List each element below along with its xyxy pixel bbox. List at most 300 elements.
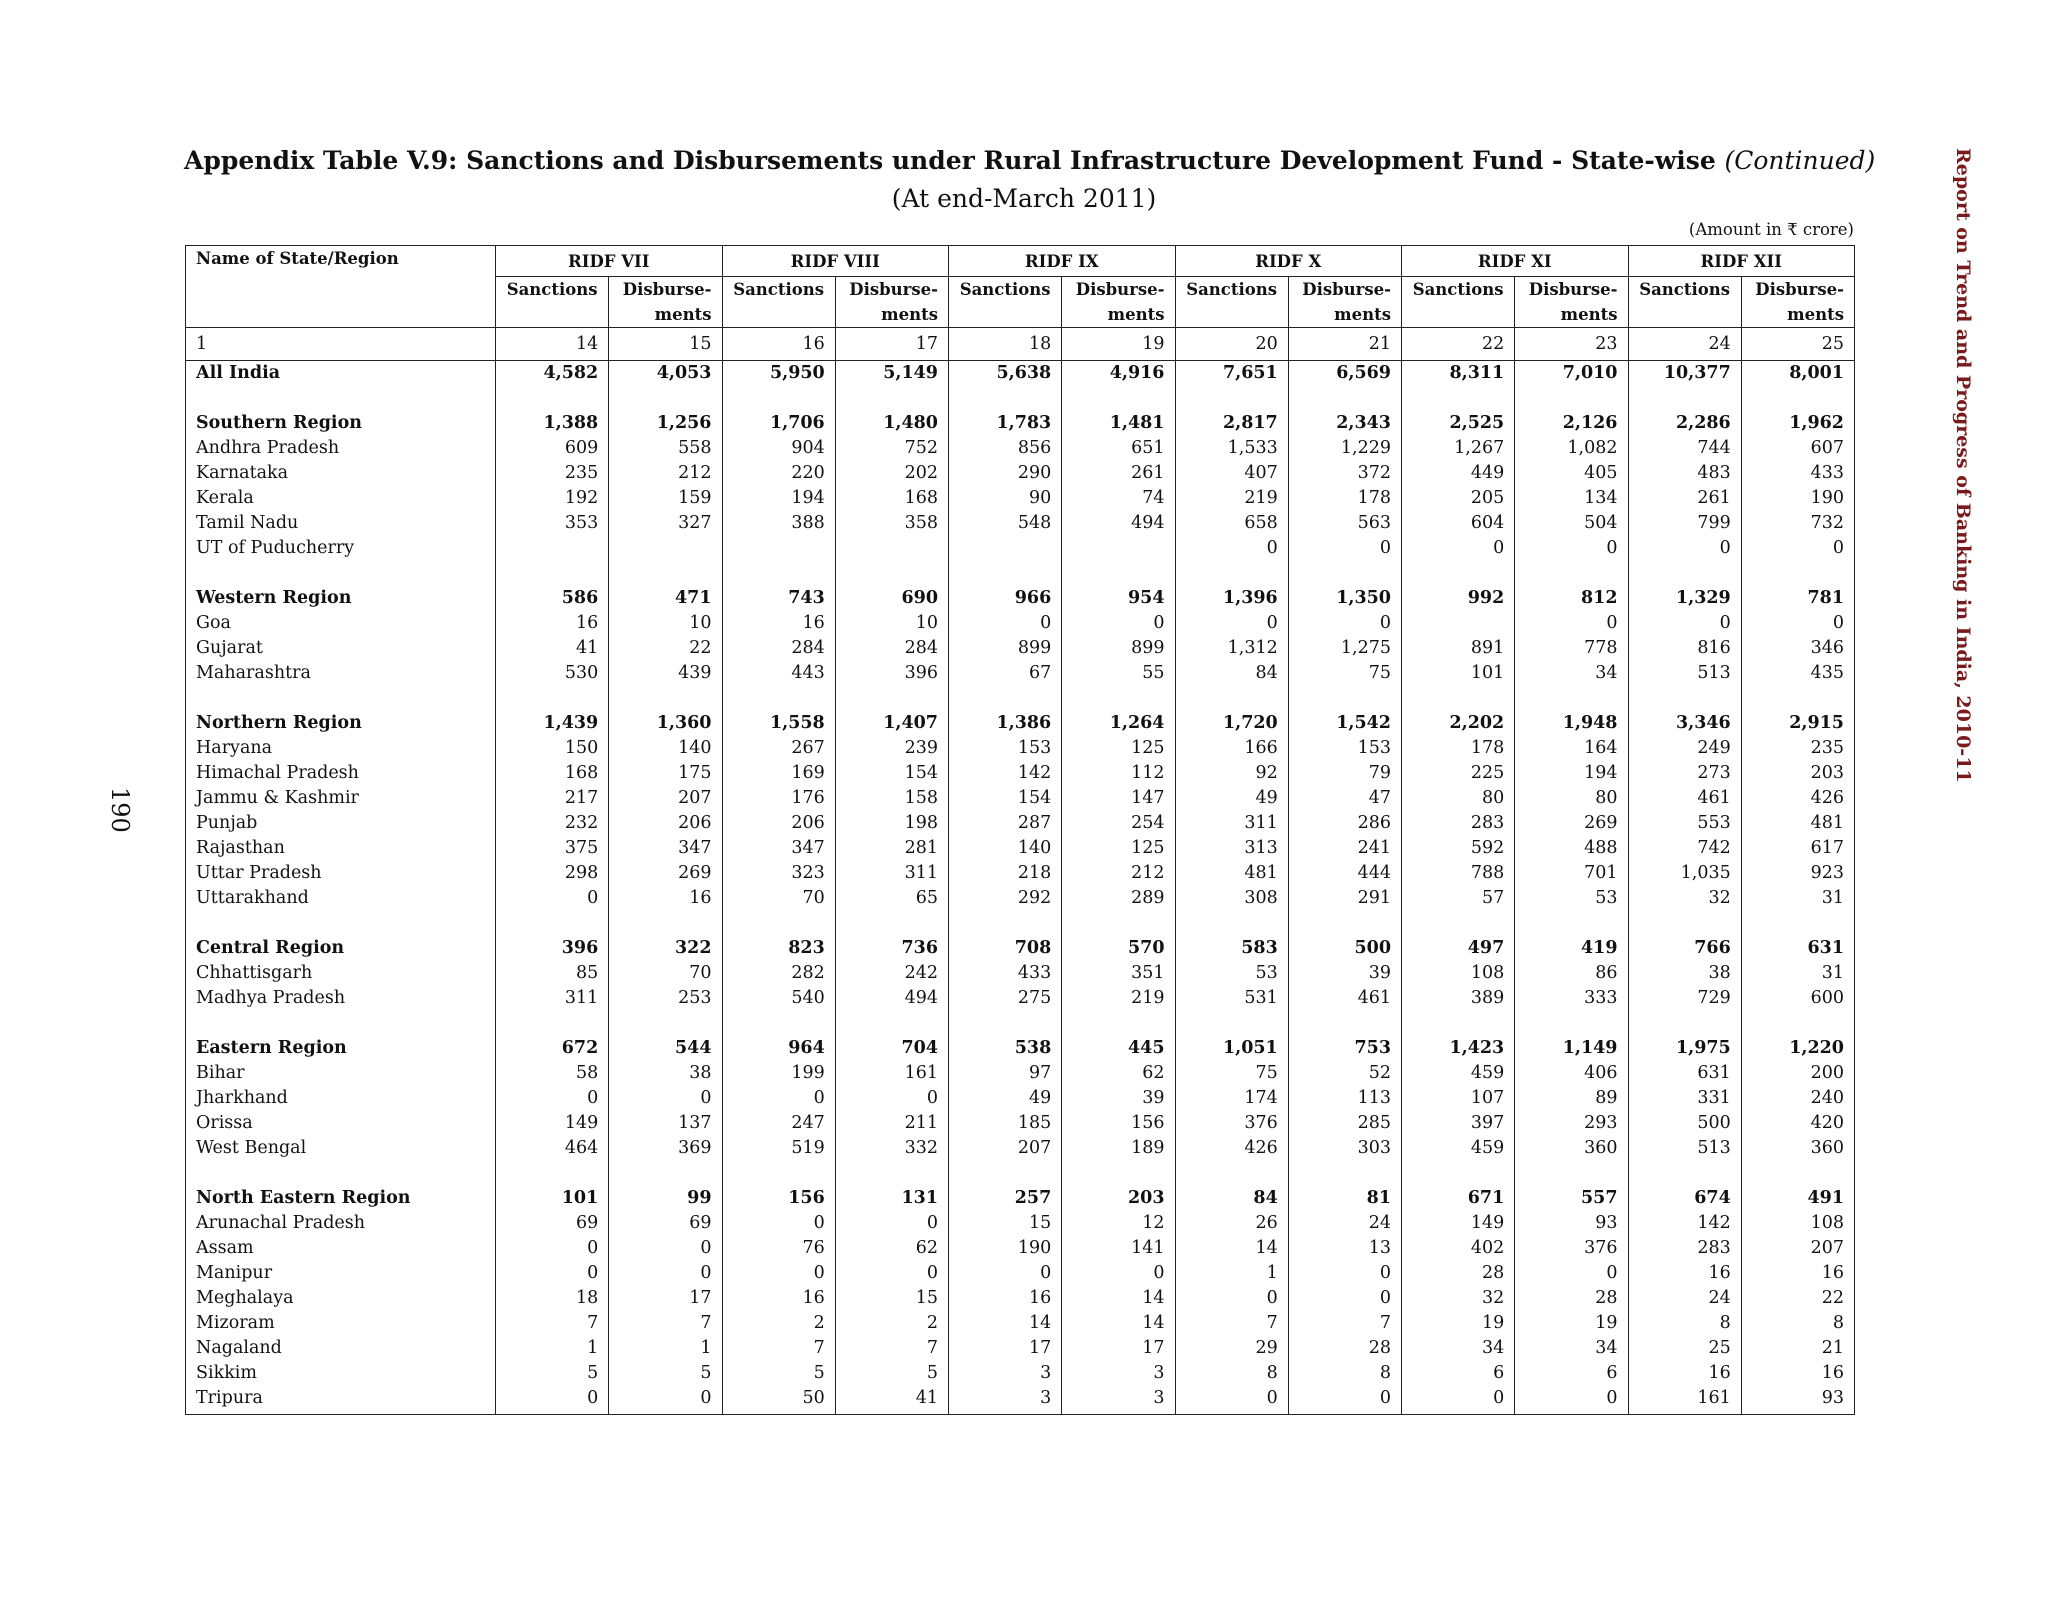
value-cell: 39 — [1288, 961, 1401, 986]
value-cell: 58 — [496, 1061, 609, 1086]
value-cell: 1,082 — [1515, 436, 1628, 461]
spacer-cell — [496, 686, 609, 711]
value-cell: 241 — [1288, 836, 1401, 861]
value-cell: 1,706 — [722, 411, 835, 436]
value-cell: 99 — [609, 1186, 722, 1211]
value-cell: 0 — [1288, 1261, 1401, 1286]
value-cell: 0 — [1175, 1286, 1288, 1311]
value-cell: 168 — [835, 486, 948, 511]
value-cell: 108 — [1402, 961, 1515, 986]
state-row — [186, 1311, 1855, 1336]
spacer-cell — [609, 686, 722, 711]
value-cell: 199 — [722, 1061, 835, 1086]
value-cell: 6 — [1515, 1361, 1628, 1386]
value-cell: 1,439 — [496, 711, 609, 736]
value-cell: 396 — [835, 661, 948, 686]
state-row — [186, 861, 1855, 886]
name-column-header: Name of State/Region — [186, 246, 496, 328]
subheader-disbursements-line2: ments — [654, 305, 712, 324]
value-cell: 159 — [609, 486, 722, 511]
value-cell: 298 — [496, 861, 609, 886]
row-label-cell: Andhra Pradesh — [186, 436, 496, 461]
value-cell: 483 — [1628, 461, 1741, 486]
value-cell: 70 — [722, 886, 835, 911]
value-cell: 405 — [1515, 461, 1628, 486]
value-cell: 303 — [1288, 1136, 1401, 1161]
row-label-cell: UT of Puducherry — [186, 536, 496, 561]
value-cell: 376 — [1175, 1111, 1288, 1136]
value-cell: 93 — [1515, 1211, 1628, 1236]
row-label-cell: Rajasthan — [186, 836, 496, 861]
state-row — [186, 636, 1855, 661]
value-cell: 192 — [496, 486, 609, 511]
row-label-cell: Uttar Pradesh — [186, 861, 496, 886]
value-cell: 90 — [949, 486, 1062, 511]
value-cell: 284 — [835, 636, 948, 661]
value-cell: 17 — [949, 1336, 1062, 1361]
value-cell: 18 — [496, 1286, 609, 1311]
value-cell: 0 — [1288, 1386, 1401, 1415]
value-cell: 488 — [1515, 836, 1628, 861]
value-cell: 275 — [949, 986, 1062, 1011]
value-cell: 17 — [609, 1286, 722, 1311]
subheader-disbursements-line1: Disburse- — [1302, 280, 1391, 299]
value-cell: 4,053 — [609, 361, 722, 387]
value-cell: 16 — [609, 886, 722, 911]
value-cell: 701 — [1515, 861, 1628, 886]
value-cell: 0 — [496, 1236, 609, 1261]
row-label-cell: Madhya Pradesh — [186, 986, 496, 1011]
value-cell: 369 — [609, 1136, 722, 1161]
value-cell: 49 — [1175, 786, 1288, 811]
value-cell: 461 — [1628, 786, 1741, 811]
value-cell: 190 — [949, 1236, 1062, 1261]
row-label-cell: Chhattisgarh — [186, 961, 496, 986]
value-cell: 331 — [1628, 1086, 1741, 1111]
value-cell: 7,651 — [1175, 361, 1288, 387]
value-cell: 500 — [1288, 936, 1401, 961]
spacer-cell — [1062, 386, 1175, 411]
state-row — [186, 436, 1855, 461]
value-cell: 736 — [835, 936, 948, 961]
value-cell: 3 — [949, 1386, 1062, 1415]
amount-unit-note: (Amount in ₹ crore) — [1688, 220, 1854, 239]
value-cell: 954 — [1062, 586, 1175, 611]
state-row — [186, 1111, 1855, 1136]
value-cell: 444 — [1288, 861, 1401, 886]
value-cell: 101 — [496, 1186, 609, 1211]
value-cell: 1,051 — [1175, 1036, 1288, 1061]
value-cell — [1062, 536, 1175, 561]
subheader-disbursements-line1: Disburse- — [622, 280, 712, 299]
spacer-cell — [1062, 911, 1175, 936]
region-total-row — [186, 936, 1855, 961]
value-cell: 904 — [722, 436, 835, 461]
state-row — [186, 811, 1855, 836]
value-cell: 194 — [722, 486, 835, 511]
spacer-cell — [1288, 1011, 1401, 1036]
value-cell: 93 — [1741, 1386, 1854, 1415]
value-cell: 553 — [1628, 811, 1741, 836]
value-cell: 166 — [1175, 736, 1288, 761]
value-cell: 0 — [1062, 1261, 1175, 1286]
value-cell: 47 — [1288, 786, 1401, 811]
continued-label: (Continued) — [1724, 146, 1876, 175]
subheader-disbursements-line1: Disburse- — [849, 280, 938, 299]
value-cell: 617 — [1741, 836, 1854, 861]
row-label-cell: Arunachal Pradesh — [186, 1211, 496, 1236]
value-cell: 504 — [1515, 511, 1628, 536]
value-cell: 62 — [1062, 1061, 1175, 1086]
spacer-cell — [1741, 1161, 1854, 1186]
value-cell: 16 — [1741, 1361, 1854, 1386]
spacer-cell — [1628, 1011, 1741, 1036]
value-cell: 4,582 — [496, 361, 609, 387]
value-cell: 358 — [835, 511, 948, 536]
value-cell: 439 — [609, 661, 722, 686]
spacer-cell — [949, 1161, 1062, 1186]
value-cell: 17 — [1062, 1336, 1175, 1361]
value-cell: 449 — [1402, 461, 1515, 486]
value-cell: 2,202 — [1402, 711, 1515, 736]
value-cell: 557 — [1515, 1186, 1628, 1211]
value-cell: 52 — [1288, 1061, 1401, 1086]
value-cell: 742 — [1628, 836, 1741, 861]
spacer-cell — [1288, 686, 1401, 711]
value-cell: 0 — [609, 1236, 722, 1261]
spacer-cell — [1515, 911, 1628, 936]
state-row — [186, 1286, 1855, 1311]
value-cell: 174 — [1175, 1086, 1288, 1111]
row-label-cell: Assam — [186, 1236, 496, 1261]
spacer-cell — [1741, 386, 1854, 411]
state-row — [186, 461, 1855, 486]
value-cell: 708 — [949, 936, 1062, 961]
value-cell: 1,423 — [1402, 1036, 1515, 1061]
value-cell: 140 — [949, 836, 1062, 861]
value-cell: 372 — [1288, 461, 1401, 486]
spacer-cell — [1402, 386, 1515, 411]
value-cell: 5,149 — [835, 361, 948, 387]
row-label-cell: Tamil Nadu — [186, 511, 496, 536]
value-cell: 150 — [496, 736, 609, 761]
value-cell: 0 — [722, 1086, 835, 1111]
subheader-sanctions: Sanctions — [1402, 277, 1515, 328]
value-cell: 190 — [1741, 486, 1854, 511]
spacer-row — [186, 911, 1855, 936]
value-cell: 1,948 — [1515, 711, 1628, 736]
value-cell: 0 — [949, 611, 1062, 636]
title-block — [184, 142, 1876, 218]
value-cell: 856 — [949, 436, 1062, 461]
value-cell: 899 — [1062, 636, 1175, 661]
value-cell: 788 — [1402, 861, 1515, 886]
value-cell: 0 — [496, 1261, 609, 1286]
state-row — [186, 736, 1855, 761]
row-label-cell: Gujarat — [186, 636, 496, 661]
value-cell: 0 — [1288, 1286, 1401, 1311]
spacer-cell — [835, 911, 948, 936]
value-cell: 254 — [1062, 811, 1175, 836]
value-cell: 1,720 — [1175, 711, 1288, 736]
value-cell: 2 — [835, 1311, 948, 1336]
value-cell: 50 — [722, 1386, 835, 1415]
subheader-disbursements-line2: ments — [1560, 305, 1618, 324]
value-cell: 347 — [722, 836, 835, 861]
value-cell: 471 — [609, 586, 722, 611]
page-number: 190 — [106, 787, 134, 833]
spacer-cell — [722, 1161, 835, 1186]
value-cell: 1,360 — [609, 711, 722, 736]
value-cell: 2,126 — [1515, 411, 1628, 436]
row-label-cell: Northern Region — [186, 711, 496, 736]
state-row — [186, 836, 1855, 861]
value-cell: 0 — [1288, 536, 1401, 561]
value-cell: 219 — [1062, 986, 1175, 1011]
spacer-cell — [722, 386, 835, 411]
state-row — [186, 986, 1855, 1011]
value-cell: 38 — [1628, 961, 1741, 986]
value-cell: 5 — [496, 1361, 609, 1386]
value-cell: 671 — [1402, 1186, 1515, 1211]
value-cell: 239 — [835, 736, 948, 761]
value-cell: 1,220 — [1741, 1036, 1854, 1061]
spacer-cell — [1288, 386, 1401, 411]
spacer-cell — [1402, 911, 1515, 936]
value-cell: 41 — [496, 636, 609, 661]
value-cell: 14 — [1062, 1311, 1175, 1336]
value-cell: 158 — [835, 786, 948, 811]
group-header-ridf-ix: RIDF IX — [949, 246, 1176, 277]
value-cell: 538 — [949, 1036, 1062, 1061]
value-cell: 269 — [1515, 811, 1628, 836]
spacer-cell — [1515, 386, 1628, 411]
value-cell: 14 — [1062, 1286, 1175, 1311]
state-row — [186, 1211, 1855, 1236]
value-cell: 125 — [1062, 736, 1175, 761]
row-label-cell: Karnataka — [186, 461, 496, 486]
value-cell: 176 — [722, 786, 835, 811]
spacer-cell — [1402, 1161, 1515, 1186]
spacer-cell — [609, 561, 722, 586]
column-number-cell: 18 — [949, 328, 1062, 361]
value-cell: 0 — [1062, 611, 1175, 636]
value-cell: 2,817 — [1175, 411, 1288, 436]
value-cell: 16 — [722, 1286, 835, 1311]
value-cell: 674 — [1628, 1186, 1741, 1211]
state-row — [186, 1361, 1855, 1386]
value-cell: 203 — [1062, 1186, 1175, 1211]
value-cell: 389 — [1402, 986, 1515, 1011]
value-cell: 202 — [835, 461, 948, 486]
spacer-cell — [609, 911, 722, 936]
spacer-cell — [1515, 1011, 1628, 1036]
value-cell: 84 — [1175, 1186, 1288, 1211]
row-label-cell: Eastern Region — [186, 1036, 496, 1061]
row-label-cell: West Bengal — [186, 1136, 496, 1161]
value-cell: 631 — [1741, 936, 1854, 961]
value-cell: 311 — [835, 861, 948, 886]
value-cell: 287 — [949, 811, 1062, 836]
value-cell: 966 — [949, 586, 1062, 611]
group-header-ridf-viii: RIDF VIII — [722, 246, 949, 277]
spacer-cell — [835, 686, 948, 711]
value-cell: 211 — [835, 1111, 948, 1136]
value-cell: 376 — [1515, 1236, 1628, 1261]
value-cell: 690 — [835, 586, 948, 611]
spacer-row — [186, 686, 1855, 711]
value-cell: 161 — [835, 1061, 948, 1086]
value-cell: 2,525 — [1402, 411, 1515, 436]
subheader-sanctions: Sanctions — [496, 277, 609, 328]
value-cell: 563 — [1288, 511, 1401, 536]
value-cell: 13 — [1288, 1236, 1401, 1261]
value-cell: 207 — [949, 1136, 1062, 1161]
table-body — [186, 328, 1855, 1415]
value-cell: 1,783 — [949, 411, 1062, 436]
spacer-cell — [1062, 686, 1175, 711]
spacer-cell — [609, 386, 722, 411]
spacer-cell — [186, 386, 496, 411]
value-cell: 283 — [1628, 1236, 1741, 1261]
value-cell: 327 — [609, 511, 722, 536]
value-cell: 600 — [1741, 986, 1854, 1011]
value-cell: 153 — [949, 736, 1062, 761]
value-cell: 57 — [1402, 886, 1515, 911]
region-total-row — [186, 361, 1855, 387]
value-cell: 433 — [1741, 461, 1854, 486]
value-cell: 15 — [835, 1286, 948, 1311]
spacer-row — [186, 1011, 1855, 1036]
value-cell: 459 — [1402, 1136, 1515, 1161]
value-cell: 3 — [949, 1361, 1062, 1386]
value-cell: 530 — [496, 661, 609, 686]
value-cell: 311 — [1175, 811, 1288, 836]
value-cell: 7 — [1288, 1311, 1401, 1336]
value-cell: 609 — [496, 436, 609, 461]
state-row — [186, 1261, 1855, 1286]
value-cell: 420 — [1741, 1111, 1854, 1136]
value-cell: 28 — [1288, 1336, 1401, 1361]
state-row — [186, 961, 1855, 986]
column-number-cell: 25 — [1741, 328, 1854, 361]
value-cell: 125 — [1062, 836, 1175, 861]
value-cell: 607 — [1741, 436, 1854, 461]
value-cell: 16 — [496, 611, 609, 636]
value-cell: 194 — [1515, 761, 1628, 786]
value-cell: 2 — [722, 1311, 835, 1336]
value-cell: 185 — [949, 1111, 1062, 1136]
spacer-cell — [1628, 1161, 1741, 1186]
value-cell: 407 — [1175, 461, 1288, 486]
subheader-disbursements-line2: ments — [1787, 305, 1844, 324]
subheader-disbursements — [835, 277, 948, 328]
value-cell: 3 — [1062, 1361, 1175, 1386]
group-header-ridf-xii: RIDF XII — [1628, 246, 1855, 277]
value-cell: 8 — [1628, 1311, 1741, 1336]
column-number-cell: 1 — [186, 328, 496, 361]
value-cell: 459 — [1402, 1061, 1515, 1086]
column-number-cell: 16 — [722, 328, 835, 361]
value-cell: 206 — [609, 811, 722, 836]
value-cell: 5 — [722, 1361, 835, 1386]
value-cell: 500 — [1628, 1111, 1741, 1136]
value-cell: 799 — [1628, 511, 1741, 536]
value-cell: 1,388 — [496, 411, 609, 436]
value-cell: 519 — [722, 1136, 835, 1161]
value-cell: 282 — [722, 961, 835, 986]
subheader-sanctions: Sanctions — [949, 277, 1062, 328]
value-cell: 8 — [1175, 1361, 1288, 1386]
value-cell: 67 — [949, 661, 1062, 686]
row-label-cell: Jharkhand — [186, 1086, 496, 1111]
region-total-row — [186, 586, 1855, 611]
value-cell: 39 — [1062, 1086, 1175, 1111]
value-cell: 1,312 — [1175, 636, 1288, 661]
group-header-row — [186, 246, 1855, 277]
value-cell: 84 — [1175, 661, 1288, 686]
row-label-cell: Haryana — [186, 736, 496, 761]
value-cell — [496, 536, 609, 561]
value-cell: 513 — [1628, 1136, 1741, 1161]
value-cell: 235 — [496, 461, 609, 486]
value-cell: 267 — [722, 736, 835, 761]
value-cell: 16 — [1628, 1261, 1741, 1286]
value-cell: 333 — [1515, 986, 1628, 1011]
value-cell: 497 — [1402, 936, 1515, 961]
value-cell: 651 — [1062, 436, 1175, 461]
value-cell: 32 — [1628, 886, 1741, 911]
value-cell: 1 — [496, 1336, 609, 1361]
subheader-disbursements-line2: ments — [1107, 305, 1165, 324]
spacer-cell — [722, 686, 835, 711]
spacer-cell — [722, 1011, 835, 1036]
value-cell: 49 — [949, 1086, 1062, 1111]
value-cell: 604 — [1402, 511, 1515, 536]
spacer-cell — [186, 1161, 496, 1186]
value-cell: 360 — [1515, 1136, 1628, 1161]
subheader-disbursements-line2: ments — [881, 305, 938, 324]
spacer-cell — [186, 1011, 496, 1036]
value-cell: 0 — [1515, 1386, 1628, 1415]
value-cell: 206 — [722, 811, 835, 836]
spacer-cell — [722, 911, 835, 936]
value-cell: 464 — [496, 1136, 609, 1161]
value-cell: 992 — [1402, 586, 1515, 611]
subheader-disbursements-line1: Disburse- — [1075, 280, 1165, 299]
group-header-ridf-xi: RIDF XI — [1402, 246, 1629, 277]
value-cell: 311 — [496, 986, 609, 1011]
value-cell: 823 — [722, 936, 835, 961]
value-cell: 1,542 — [1288, 711, 1401, 736]
state-row — [186, 661, 1855, 686]
value-cell: 631 — [1628, 1061, 1741, 1086]
row-label-cell: Orissa — [186, 1111, 496, 1136]
value-cell: 7 — [1175, 1311, 1288, 1336]
value-cell: 0 — [1175, 1386, 1288, 1415]
value-cell: 26 — [1175, 1211, 1288, 1236]
value-cell: 1,329 — [1628, 586, 1741, 611]
row-label-cell: Western Region — [186, 586, 496, 611]
spacer-cell — [1175, 911, 1288, 936]
value-cell: 16 — [949, 1286, 1062, 1311]
value-cell: 704 — [835, 1036, 948, 1061]
value-cell: 481 — [1741, 811, 1854, 836]
value-cell: 1,229 — [1288, 436, 1401, 461]
value-cell: 313 — [1175, 836, 1288, 861]
value-cell — [722, 536, 835, 561]
value-cell: 22 — [1741, 1286, 1854, 1311]
